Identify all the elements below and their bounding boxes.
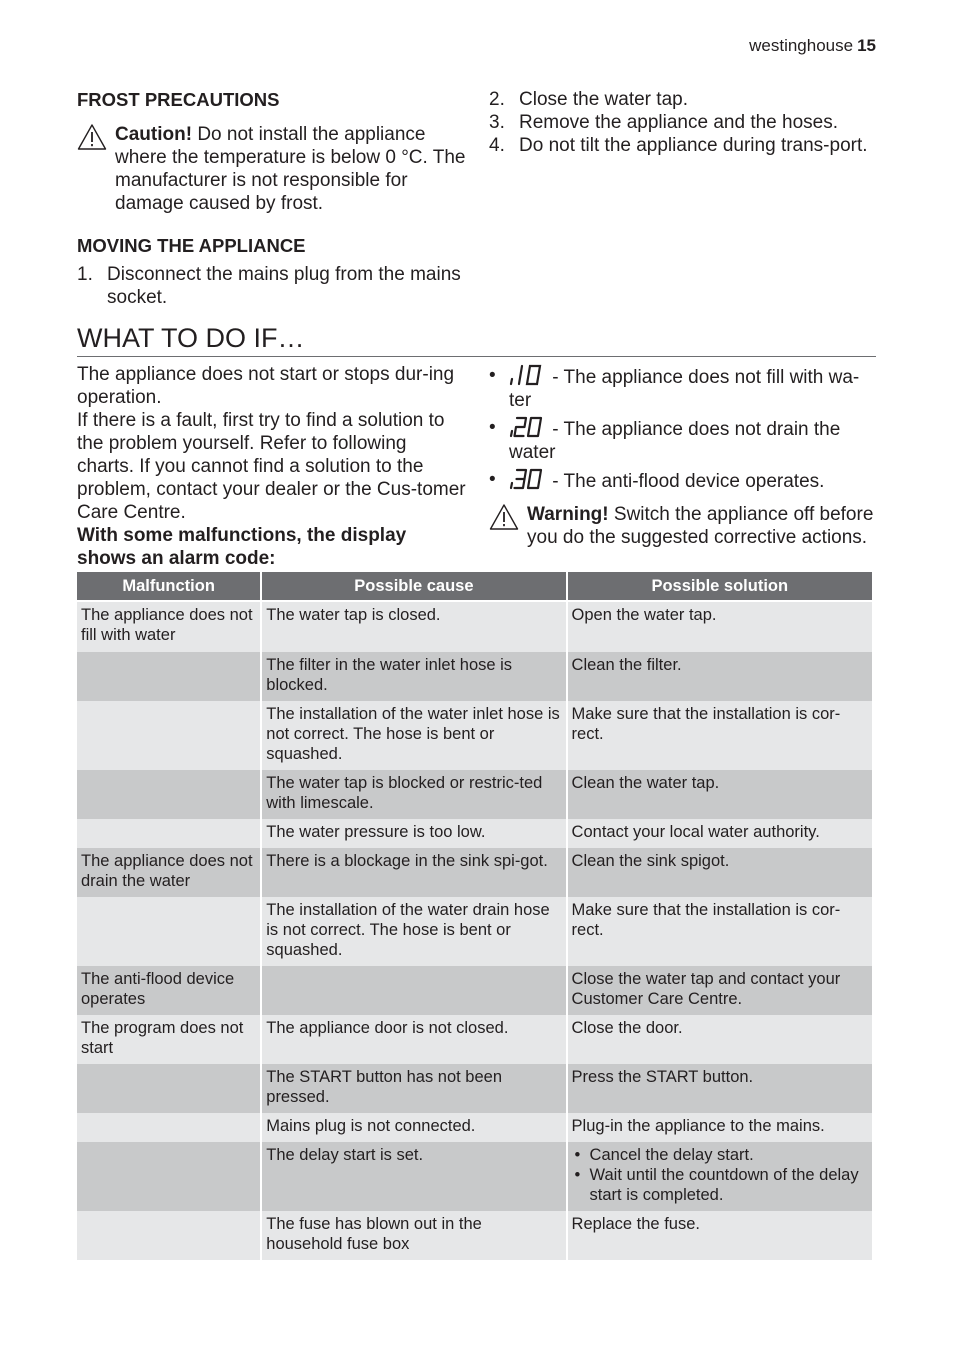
list-item: • Cancel the delay start.: [572, 1145, 868, 1165]
intro-text: [77, 363, 467, 570]
malfunction-cell: [77, 770, 260, 819]
cause-cell: The water tap is closed.: [262, 602, 565, 652]
column-header: Possible solution: [568, 572, 872, 602]
right-column-top: [489, 88, 869, 157]
malfunction-cell: [77, 652, 260, 701]
page-header: [749, 36, 876, 56]
table-row: [77, 1142, 872, 1211]
step-number: 1.: [77, 264, 93, 285]
malfunction-cell: [77, 1113, 260, 1142]
table-row: [77, 1211, 872, 1260]
cause-cell: The START button has not been pressed.: [262, 1064, 565, 1113]
left-column-top: [77, 88, 467, 309]
cause-cell: The appliance door is not closed.: [262, 1015, 565, 1064]
cause-cell: The installation of the water inlet hose is not correct. The hose is bent or squashed.: [262, 701, 565, 770]
solution-cell: Clean the sink spigot.: [568, 848, 872, 897]
table-row: [77, 819, 872, 848]
caution-label: Caution!: [115, 124, 193, 145]
table-row: [77, 897, 872, 966]
cause-cell: [262, 966, 565, 1015]
table-row: [77, 701, 872, 770]
solution-cell: Press the START button.: [568, 1064, 872, 1113]
step-text: Close the water tap.: [519, 89, 688, 110]
table-header-row: [77, 572, 872, 602]
warning-triangle-icon: [77, 123, 107, 151]
solution-cell: Clean the water tap.: [568, 770, 872, 819]
alarm-code-display-icon: [509, 468, 545, 490]
table-row: [77, 1064, 872, 1113]
solution-cell: Open the water tap.: [568, 602, 872, 652]
cause-cell: The water tap is blocked or restric-ted with limescale.: [262, 770, 565, 819]
cause-cell: The water pressure is too low.: [262, 819, 565, 848]
brand-name: westinghouse: [749, 36, 854, 55]
step-number: 2.: [489, 89, 505, 110]
frost-heading: FROST PRECAUTIONS: [77, 89, 280, 110]
list-item: [489, 364, 879, 412]
moving-steps-list: [77, 263, 467, 309]
table-row: [77, 1015, 872, 1064]
solution-cell: Contact your local water authority.: [568, 819, 872, 848]
malfunction-cell: [77, 819, 260, 848]
malfunction-cell: [77, 1211, 260, 1260]
page-number: 15: [857, 36, 876, 55]
alarm-code-display-icon: [509, 416, 545, 438]
step-number: 3.: [489, 112, 505, 133]
bullet-icon: •: [489, 417, 496, 438]
solution-cell: [568, 1142, 872, 1211]
bullet-icon: •: [489, 365, 496, 386]
bullet-icon: •: [489, 469, 496, 490]
malfunction-cell: The anti-flood device operates: [77, 966, 260, 1015]
table-row: [77, 966, 872, 1015]
table-row: [77, 652, 872, 701]
cause-cell: The fuse has blown out in the household fuse box: [262, 1211, 565, 1260]
malfunction-cell: The appliance does not fill with water: [77, 602, 260, 652]
malfunction-cell: [77, 1142, 260, 1211]
solution-cell: Replace the fuse.: [568, 1211, 872, 1260]
solution-cell: Plug-in the appliance to the mains.: [568, 1113, 872, 1142]
list-item: [489, 416, 879, 464]
alarm-code-text: - The appliance does not fill with wa-ter: [509, 367, 860, 411]
cause-cell: The installation of the water drain hose is not correct. The hose is bent or squashed.: [262, 897, 565, 966]
column-header: Possible cause: [262, 572, 565, 602]
malfunction-cell: The appliance does not drain the water: [77, 848, 260, 897]
alarm-codes: [489, 364, 879, 549]
malfunction-cell: [77, 897, 260, 966]
cause-cell: There is a blockage in the sink spi-got.: [262, 848, 565, 897]
cause-cell: The delay start is set.: [262, 1142, 565, 1211]
warning-text: Switch the appliance off before you do the suggested corrective actions.: [527, 504, 874, 548]
list-item: [77, 263, 467, 309]
table-row: [77, 1113, 872, 1142]
malfunction-cell: [77, 701, 260, 770]
malfunction-cell: [77, 1064, 260, 1113]
troubleshooting-table: [75, 572, 874, 1260]
column-header: Malfunction: [77, 572, 260, 602]
step-text: Remove the appliance and the hoses.: [519, 112, 838, 133]
malfunction-cell: The program does not start: [77, 1015, 260, 1064]
warning-note: [489, 503, 879, 549]
solution-cell: Close the door.: [568, 1015, 872, 1064]
section-title: WHAT TO DO IF…: [77, 322, 876, 357]
list-item: [489, 134, 869, 157]
table-row: [77, 848, 872, 897]
list-item: • Wait until the countdown of the delay start is completed.: [572, 1165, 868, 1205]
list-item: [489, 111, 869, 134]
cause-cell: The filter in the water inlet hose is blocked.: [262, 652, 565, 701]
caution-note: [77, 123, 467, 215]
intro-bold: With some malfunctions, the display shows an alarm code:: [77, 525, 407, 569]
caution-text: Do not install the appliance where the temperature is below 0 °C. The manufacturer is not responsible for damage caused by frost.: [115, 124, 466, 214]
alarm-code-text: - The appliance does not drain the water: [509, 419, 841, 463]
list-item: [489, 88, 869, 111]
alarm-code-text: - The anti-flood device operates.: [547, 471, 825, 492]
table-row: [77, 770, 872, 819]
solution-cell: Close the water tap and contact your Customer Care Centre.: [568, 966, 872, 1015]
step-text: Disconnect the mains plug from the mains socket.: [107, 264, 461, 308]
solution-cell: Make sure that the installation is cor-rect.: [568, 897, 872, 966]
solution-cell: Clean the filter.: [568, 652, 872, 701]
step-number: 4.: [489, 135, 505, 156]
intro-paragraph-2: If there is a fault, first try to find a solution to the problem yourself. Refer to following charts. If you cannot find a solution to the problem, contact your dealer or the Cus-tomer Care Centre.: [77, 410, 466, 523]
table-row: [77, 602, 872, 652]
alarm-code-display-icon: [509, 364, 545, 386]
solution-cell: Make sure that the installation is cor-rect.: [568, 701, 872, 770]
warning-triangle-icon: [489, 503, 519, 531]
step-text: Do not tilt the appliance during trans-port.: [519, 135, 868, 156]
warning-label: Warning!: [527, 504, 609, 525]
alarm-code-list: [489, 364, 879, 493]
list-item: [489, 468, 879, 493]
intro-paragraph-1: The appliance does not start or stops dur-ing operation.: [77, 364, 455, 408]
moving-steps-continued: [489, 88, 869, 157]
moving-heading: MOVING THE APPLIANCE: [77, 235, 306, 256]
solution-list: [572, 1145, 868, 1205]
cause-cell: Mains plug is not connected.: [262, 1113, 565, 1142]
